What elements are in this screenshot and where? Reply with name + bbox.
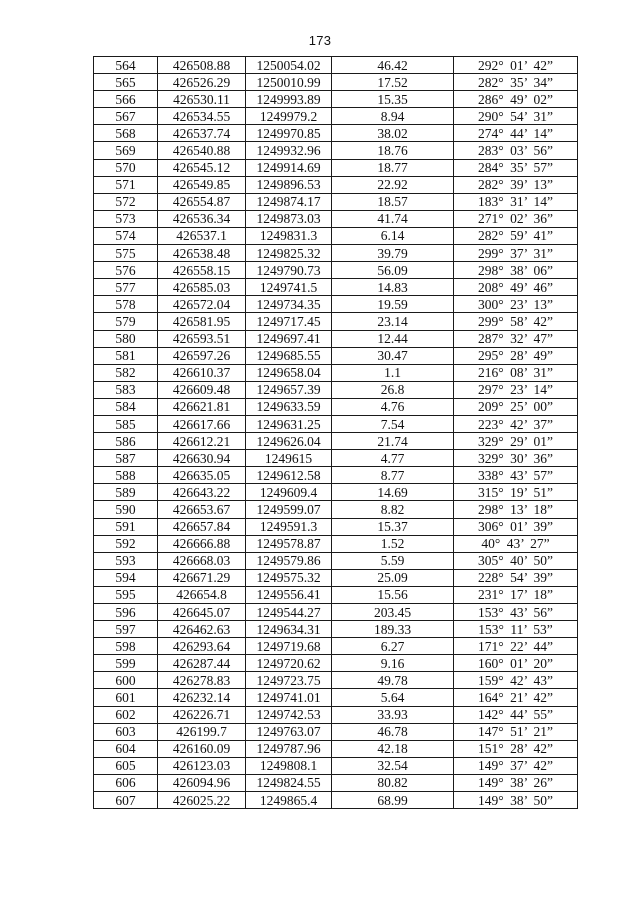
y-coordinate-cell: 1249591.3 [246,518,332,535]
y-coordinate-cell: 1249556.41 [246,586,332,603]
point-number-cell: 607 [94,792,158,809]
bearing-angle-cell: 298° 13’ 18” [454,501,578,518]
bearing-angle-cell: 216° 08’ 31” [454,364,578,381]
distance-cell: 189.33 [332,621,454,638]
table-row [94,706,578,723]
distance-cell: 17.52 [332,74,454,91]
y-coordinate-cell: 1249741.01 [246,689,332,706]
y-coordinate-cell: 1249579.86 [246,552,332,569]
point-number-cell: 567 [94,108,158,125]
table-row [94,433,578,450]
point-number-cell: 583 [94,381,158,398]
y-coordinate-cell: 1249612.58 [246,467,332,484]
table-row [94,518,578,535]
bearing-angle-cell: 228° 54’ 39” [454,569,578,586]
point-number-cell: 579 [94,313,158,330]
table-row [94,210,578,227]
distance-cell: 8.94 [332,108,454,125]
y-coordinate-cell: 1249657.39 [246,381,332,398]
y-coordinate-cell: 1249970.85 [246,125,332,142]
bearing-angle-cell: 300° 23’ 13” [454,296,578,313]
distance-cell: 15.35 [332,91,454,108]
bearing-angle-cell: 305° 40’ 50” [454,552,578,569]
point-number-cell: 571 [94,176,158,193]
x-coordinate-cell: 426609.48 [158,381,246,398]
x-coordinate-cell: 426530.11 [158,91,246,108]
table-row [94,450,578,467]
distance-cell: 9.16 [332,655,454,672]
table-row [94,176,578,193]
point-number-cell: 569 [94,142,158,159]
distance-cell: 32.54 [332,757,454,774]
point-number-cell: 575 [94,245,158,262]
coordinates-table-body [94,57,578,809]
bearing-angle-cell: 151° 28’ 42” [454,740,578,757]
distance-cell: 8.82 [332,501,454,518]
bearing-angle-cell: 147° 51’ 21” [454,723,578,740]
table-row [94,262,578,279]
bearing-angle-cell: 208° 49’ 46” [454,279,578,296]
distance-cell: 38.02 [332,125,454,142]
x-coordinate-cell: 426123.03 [158,757,246,774]
distance-cell: 33.93 [332,706,454,723]
y-coordinate-cell: 1249723.75 [246,672,332,689]
x-coordinate-cell: 426526.29 [158,74,246,91]
x-coordinate-cell: 426537.1 [158,227,246,244]
bearing-angle-cell: 153° 11’ 53” [454,621,578,638]
y-coordinate-cell: 1249575.32 [246,569,332,586]
table-row [94,398,578,415]
bearing-angle-cell: 40° 43’ 27” [454,535,578,552]
table-row [94,774,578,791]
table-row [94,757,578,774]
point-number-cell: 566 [94,91,158,108]
point-number-cell: 564 [94,57,158,74]
table-row [94,415,578,432]
distance-cell: 46.42 [332,57,454,74]
table-row [94,740,578,757]
x-coordinate-cell: 426653.67 [158,501,246,518]
distance-cell: 15.56 [332,586,454,603]
y-coordinate-cell: 1249825.32 [246,245,332,262]
point-number-cell: 568 [94,125,158,142]
bearing-angle-cell: 274° 44’ 14” [454,125,578,142]
x-coordinate-cell: 426617.66 [158,415,246,432]
y-coordinate-cell: 1250054.02 [246,57,332,74]
y-coordinate-cell: 1249742.53 [246,706,332,723]
y-coordinate-cell: 1249896.53 [246,176,332,193]
bearing-angle-cell: 171° 22’ 44” [454,638,578,655]
table-row [94,723,578,740]
table-row [94,484,578,501]
x-coordinate-cell: 426671.29 [158,569,246,586]
x-coordinate-cell: 426226.71 [158,706,246,723]
y-coordinate-cell: 1249865.4 [246,792,332,809]
y-coordinate-cell: 1250010.99 [246,74,332,91]
x-coordinate-cell: 426462.63 [158,621,246,638]
point-number-cell: 595 [94,586,158,603]
bearing-angle-cell: 329° 30’ 36” [454,450,578,467]
x-coordinate-cell: 426635.05 [158,467,246,484]
point-number-cell: 586 [94,433,158,450]
bearing-angle-cell: 286° 49’ 02” [454,91,578,108]
bearing-angle-cell: 290° 54’ 31” [454,108,578,125]
point-number-cell: 606 [94,774,158,791]
x-coordinate-cell: 426597.26 [158,347,246,364]
y-coordinate-cell: 1249631.25 [246,415,332,432]
bearing-angle-cell: 297° 23’ 14” [454,381,578,398]
y-coordinate-cell: 1249633.59 [246,398,332,415]
table-row [94,227,578,244]
x-coordinate-cell: 426558.15 [158,262,246,279]
y-coordinate-cell: 1249578.87 [246,535,332,552]
bearing-angle-cell: 149° 38’ 26” [454,774,578,791]
distance-cell: 68.99 [332,792,454,809]
distance-cell: 6.27 [332,638,454,655]
bearing-angle-cell: 292° 01’ 42” [454,57,578,74]
y-coordinate-cell: 1249658.04 [246,364,332,381]
y-coordinate-cell: 1249741.5 [246,279,332,296]
distance-cell: 18.77 [332,159,454,176]
table-row [94,638,578,655]
table-row [94,57,578,74]
y-coordinate-cell: 1249615 [246,450,332,467]
x-coordinate-cell: 426287.44 [158,655,246,672]
x-coordinate-cell: 426545.12 [158,159,246,176]
x-coordinate-cell: 426094.96 [158,774,246,791]
y-coordinate-cell: 1249914.69 [246,159,332,176]
distance-cell: 6.14 [332,227,454,244]
y-coordinate-cell: 1249717.45 [246,313,332,330]
x-coordinate-cell: 426199.7 [158,723,246,740]
table-row [94,689,578,706]
table-row [94,501,578,518]
point-number-cell: 589 [94,484,158,501]
y-coordinate-cell: 1249763.07 [246,723,332,740]
y-coordinate-cell: 1249831.3 [246,227,332,244]
y-coordinate-cell: 1249544.27 [246,604,332,621]
distance-cell: 80.82 [332,774,454,791]
distance-cell: 23.14 [332,313,454,330]
table-row [94,586,578,603]
distance-cell: 56.09 [332,262,454,279]
distance-cell: 39.79 [332,245,454,262]
x-coordinate-cell: 426025.22 [158,792,246,809]
distance-cell: 26.8 [332,381,454,398]
point-number-cell: 572 [94,193,158,210]
distance-cell: 25.09 [332,569,454,586]
table-row [94,467,578,484]
bearing-angle-cell: 329° 29’ 01” [454,433,578,450]
distance-cell: 14.83 [332,279,454,296]
distance-cell: 4.77 [332,450,454,467]
distance-cell: 46.78 [332,723,454,740]
bearing-angle-cell: 159° 42’ 43” [454,672,578,689]
table-row [94,621,578,638]
bearing-angle-cell: 160° 01’ 20” [454,655,578,672]
x-coordinate-cell: 426657.84 [158,518,246,535]
x-coordinate-cell: 426549.85 [158,176,246,193]
bearing-angle-cell: 282° 59’ 41” [454,227,578,244]
bearing-angle-cell: 164° 21’ 42” [454,689,578,706]
x-coordinate-cell: 426581.95 [158,313,246,330]
point-number-cell: 578 [94,296,158,313]
x-coordinate-cell: 426643.22 [158,484,246,501]
y-coordinate-cell: 1249824.55 [246,774,332,791]
distance-cell: 7.54 [332,415,454,432]
distance-cell: 18.76 [332,142,454,159]
y-coordinate-cell: 1249685.55 [246,347,332,364]
distance-cell: 41.74 [332,210,454,227]
table-row [94,535,578,552]
bearing-angle-cell: 284° 35’ 57” [454,159,578,176]
point-number-cell: 565 [94,74,158,91]
point-number-cell: 602 [94,706,158,723]
coordinates-table [93,56,578,809]
point-number-cell: 590 [94,501,158,518]
table-row [94,91,578,108]
table-row [94,313,578,330]
bearing-angle-cell: 183° 31’ 14” [454,193,578,210]
table-row [94,108,578,125]
x-coordinate-cell: 426278.83 [158,672,246,689]
bearing-angle-cell: 282° 39’ 13” [454,176,578,193]
table-row [94,569,578,586]
table-row [94,672,578,689]
y-coordinate-cell: 1249873.03 [246,210,332,227]
y-coordinate-cell: 1249626.04 [246,433,332,450]
table-row [94,74,578,91]
table-row [94,792,578,809]
y-coordinate-cell: 1249634.31 [246,621,332,638]
point-number-cell: 580 [94,330,158,347]
x-coordinate-cell: 426654.8 [158,586,246,603]
distance-cell: 5.64 [332,689,454,706]
distance-cell: 14.69 [332,484,454,501]
x-coordinate-cell: 426538.48 [158,245,246,262]
y-coordinate-cell: 1249734.35 [246,296,332,313]
x-coordinate-cell: 426160.09 [158,740,246,757]
point-number-cell: 604 [94,740,158,757]
y-coordinate-cell: 1249993.89 [246,91,332,108]
table-row [94,552,578,569]
y-coordinate-cell: 1249599.07 [246,501,332,518]
distance-cell: 22.92 [332,176,454,193]
bearing-angle-cell: 149° 38’ 50” [454,792,578,809]
x-coordinate-cell: 426610.37 [158,364,246,381]
x-coordinate-cell: 426540.88 [158,142,246,159]
x-coordinate-cell: 426534.55 [158,108,246,125]
distance-cell: 19.59 [332,296,454,313]
distance-cell: 4.76 [332,398,454,415]
point-number-cell: 598 [94,638,158,655]
y-coordinate-cell: 1249979.2 [246,108,332,125]
bearing-angle-cell: 153° 43’ 56” [454,604,578,621]
bearing-angle-cell: 231° 17’ 18” [454,586,578,603]
distance-cell: 1.1 [332,364,454,381]
table-row [94,604,578,621]
point-number-cell: 601 [94,689,158,706]
distance-cell: 15.37 [332,518,454,535]
bearing-angle-cell: 149° 37’ 42” [454,757,578,774]
distance-cell: 49.78 [332,672,454,689]
bearing-angle-cell: 299° 58’ 42” [454,313,578,330]
table-row [94,159,578,176]
distance-cell: 30.47 [332,347,454,364]
point-number-cell: 582 [94,364,158,381]
bearing-angle-cell: 282° 35’ 34” [454,74,578,91]
point-number-cell: 591 [94,518,158,535]
distance-cell: 1.52 [332,535,454,552]
x-coordinate-cell: 426232.14 [158,689,246,706]
table-row [94,279,578,296]
distance-cell: 8.77 [332,467,454,484]
point-number-cell: 597 [94,621,158,638]
point-number-cell: 585 [94,415,158,432]
point-number-cell: 594 [94,569,158,586]
point-number-cell: 574 [94,227,158,244]
table-row [94,381,578,398]
y-coordinate-cell: 1249808.1 [246,757,332,774]
distance-cell: 12.44 [332,330,454,347]
point-number-cell: 587 [94,450,158,467]
x-coordinate-cell: 426536.34 [158,210,246,227]
x-coordinate-cell: 426621.81 [158,398,246,415]
x-coordinate-cell: 426668.03 [158,552,246,569]
x-coordinate-cell: 426554.87 [158,193,246,210]
y-coordinate-cell: 1249874.17 [246,193,332,210]
y-coordinate-cell: 1249790.73 [246,262,332,279]
bearing-angle-cell: 223° 42’ 37” [454,415,578,432]
x-coordinate-cell: 426572.04 [158,296,246,313]
x-coordinate-cell: 426630.94 [158,450,246,467]
table-row [94,347,578,364]
x-coordinate-cell: 426612.21 [158,433,246,450]
bearing-angle-cell: 295° 28’ 49” [454,347,578,364]
distance-cell: 5.59 [332,552,454,569]
x-coordinate-cell: 426645.07 [158,604,246,621]
point-number-cell: 573 [94,210,158,227]
table-row [94,296,578,313]
bearing-angle-cell: 142° 44’ 55” [454,706,578,723]
y-coordinate-cell: 1249787.96 [246,740,332,757]
y-coordinate-cell: 1249932.96 [246,142,332,159]
x-coordinate-cell: 426537.74 [158,125,246,142]
point-number-cell: 605 [94,757,158,774]
bearing-angle-cell: 298° 38’ 06” [454,262,578,279]
bearing-angle-cell: 271° 02’ 36” [454,210,578,227]
table-row [94,330,578,347]
bearing-angle-cell: 287° 32’ 47” [454,330,578,347]
point-number-cell: 577 [94,279,158,296]
table-row [94,245,578,262]
y-coordinate-cell: 1249609.4 [246,484,332,501]
bearing-angle-cell: 283° 03’ 56” [454,142,578,159]
table-row [94,364,578,381]
y-coordinate-cell: 1249720.62 [246,655,332,672]
point-number-cell: 600 [94,672,158,689]
table-row [94,142,578,159]
x-coordinate-cell: 426593.51 [158,330,246,347]
bearing-angle-cell: 209° 25’ 00” [454,398,578,415]
page-number: 173 [308,33,332,48]
point-number-cell: 593 [94,552,158,569]
bearing-angle-cell: 306° 01’ 39” [454,518,578,535]
table-row [94,193,578,210]
table-row [94,125,578,142]
point-number-cell: 599 [94,655,158,672]
table-row [94,655,578,672]
point-number-cell: 588 [94,467,158,484]
point-number-cell: 603 [94,723,158,740]
y-coordinate-cell: 1249719.68 [246,638,332,655]
point-number-cell: 581 [94,347,158,364]
point-number-cell: 592 [94,535,158,552]
point-number-cell: 584 [94,398,158,415]
distance-cell: 21.74 [332,433,454,450]
distance-cell: 42.18 [332,740,454,757]
y-coordinate-cell: 1249697.41 [246,330,332,347]
x-coordinate-cell: 426293.64 [158,638,246,655]
point-number-cell: 576 [94,262,158,279]
bearing-angle-cell: 338° 43’ 57” [454,467,578,484]
distance-cell: 203.45 [332,604,454,621]
x-coordinate-cell: 426666.88 [158,535,246,552]
bearing-angle-cell: 299° 37’ 31” [454,245,578,262]
x-coordinate-cell: 426508.88 [158,57,246,74]
point-number-cell: 596 [94,604,158,621]
bearing-angle-cell: 315° 19’ 51” [454,484,578,501]
distance-cell: 18.57 [332,193,454,210]
x-coordinate-cell: 426585.03 [158,279,246,296]
point-number-cell: 570 [94,159,158,176]
